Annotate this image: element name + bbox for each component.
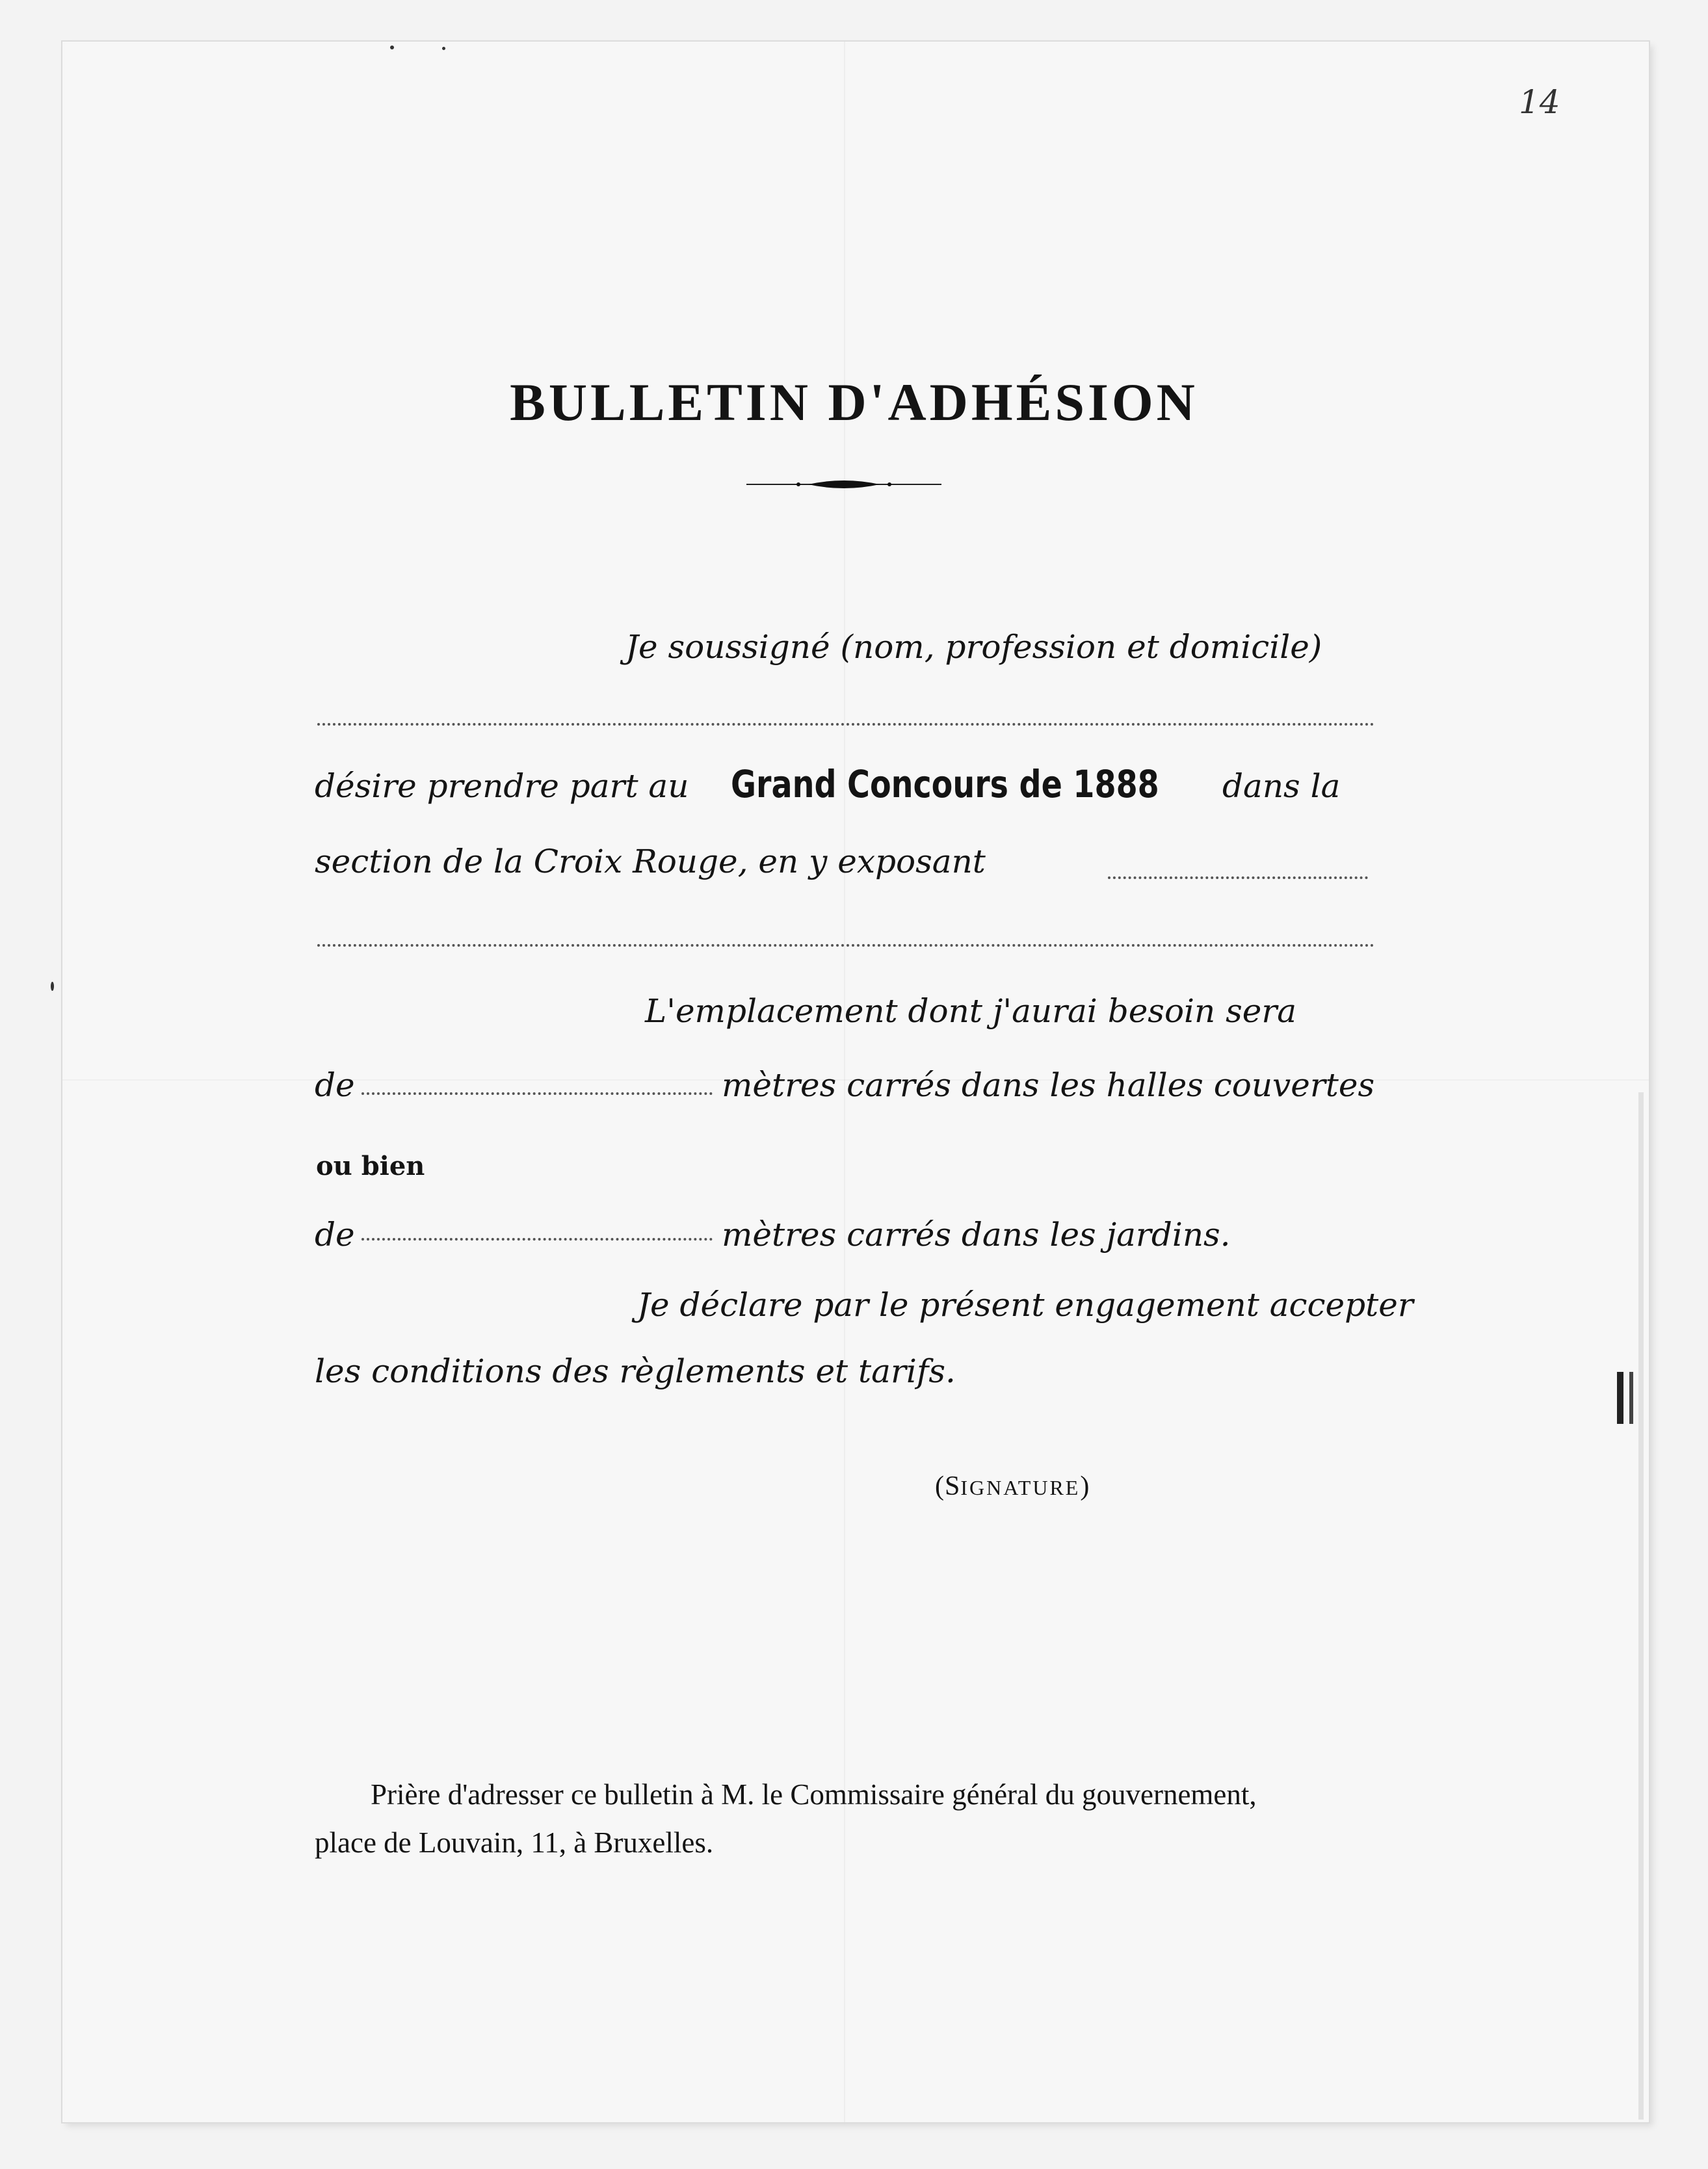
form-text-ou-bien: ou bien (316, 1151, 425, 1181)
fill-line-exhibit[interactable] (1108, 876, 1368, 879)
signature-label: (SIGNATURE) (935, 1471, 1090, 1501)
paper-speck (442, 47, 445, 50)
form-text-jardins: mètres carrés dans les jardins. (722, 1216, 1231, 1254)
fill-line-exhibit-cont[interactable] (317, 944, 1374, 947)
document-title: BULLETIN D'ADHÉSION (510, 373, 1198, 432)
form-text-desire: désire prendre part au (315, 767, 689, 805)
fill-line-covered-area[interactable] (361, 1092, 713, 1095)
form-text-conditions: les conditions des règlements et tarifs. (315, 1352, 956, 1390)
folio-number: 14 (1519, 83, 1560, 121)
fill-line-name[interactable] (317, 723, 1374, 726)
paper-speck (390, 46, 394, 49)
fill-line-garden-area[interactable] (361, 1238, 713, 1241)
form-line-undersigned: Je soussigné (nom, profession et domicile) (625, 628, 1322, 666)
title-ornament-icon (746, 475, 941, 494)
footer-address-line-1: Prière d'adresser ce bulletin à M. le Commissaire général du gouvernement, (371, 1778, 1257, 1811)
footer-address-line-2: place de Louvain, 11, à Bruxelles. (315, 1826, 714, 1859)
form-text-section: section de la Croix Rouge, en y exposant (315, 843, 986, 880)
event-name: Grand Concours de 1888 (731, 762, 1159, 806)
form-text-de-2: de (315, 1216, 355, 1254)
binding-staple-icon (1629, 1372, 1633, 1424)
binding-staple-icon (1617, 1372, 1623, 1424)
form-text-halles: mètres carrés dans les halles couvertes (722, 1066, 1375, 1104)
form-text-dans-la: dans la (1222, 767, 1341, 805)
paper-speck (51, 982, 54, 991)
form-text-de-1: de (315, 1066, 355, 1104)
form-text-declare: Je déclare par le présent engagement accepter (637, 1286, 1413, 1324)
page-edge-shadow (1638, 1092, 1644, 2120)
form-text-emplacement: L'emplacement dont j'aurai besoin sera (645, 992, 1297, 1030)
